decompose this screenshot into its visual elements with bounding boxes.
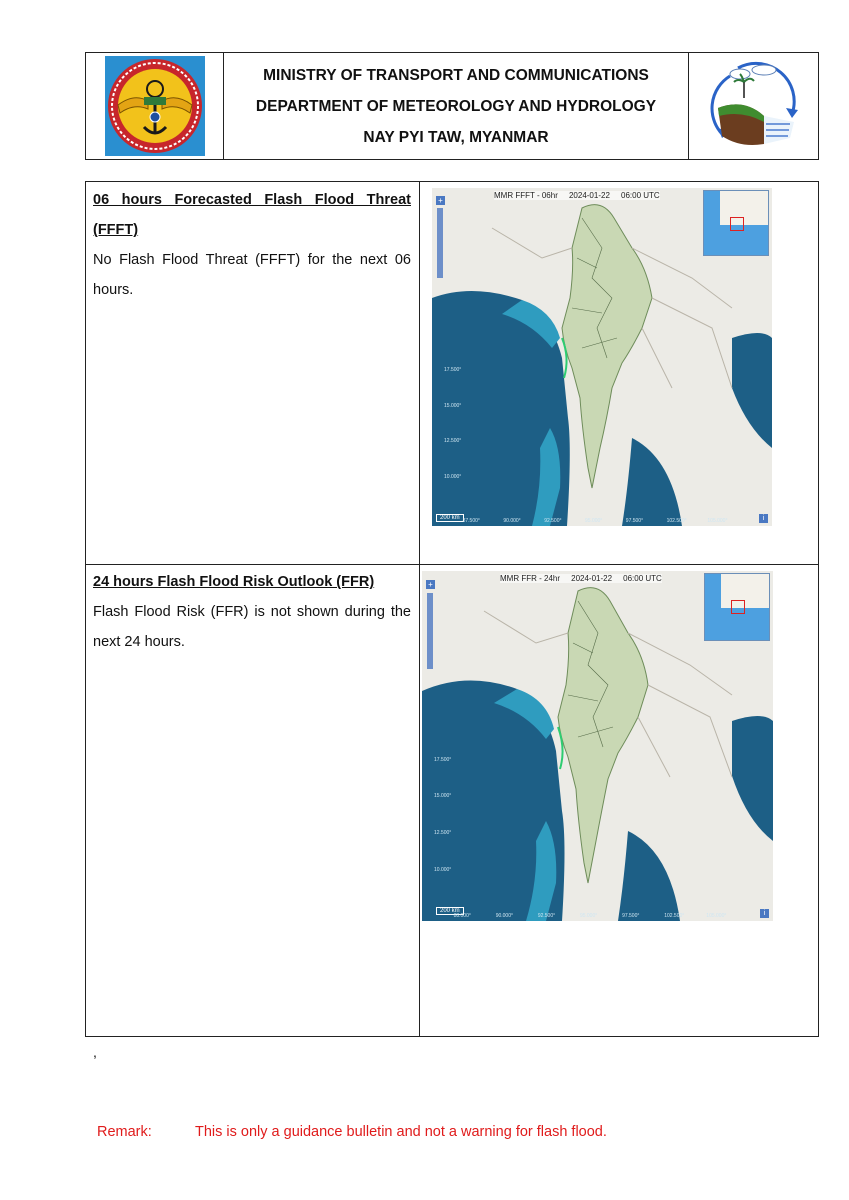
ffr-map	[422, 571, 773, 921]
bulletin-header	[85, 52, 819, 160]
ffft-row	[86, 182, 818, 565]
ffft-map-scale: 200 km	[436, 514, 464, 522]
ffft-map-lon-label: 90.000°	[503, 518, 521, 524]
forecast-table	[85, 181, 819, 1037]
ffft-inset-region	[730, 217, 744, 231]
ffr-map-lon-label: 92.500°	[537, 913, 556, 919]
ffft-title: 06 hours Forecasted Flash Flood Threat (FFFT)	[93, 192, 411, 238]
remark-line	[97, 1124, 607, 1140]
ffft-map-lat-label: 17.500°	[444, 367, 462, 374]
ffft-inset-land	[720, 191, 768, 225]
ffr-inset-map[interactable]	[704, 573, 770, 641]
ffft-zoom-slider[interactable]	[437, 208, 443, 278]
header-location: NAY PYI TAW, MYANMAR	[363, 128, 549, 146]
ffft-info-icon[interactable]: i	[759, 514, 768, 523]
ffft-description: No Flash Flood Threat (FFFT) for the next 06 hours.	[93, 252, 411, 298]
ffr-map-lat-label: 17.500°	[434, 756, 452, 763]
ministry-emblem-icon	[104, 55, 206, 157]
ffft-map-lon-label: 87.500°	[462, 518, 480, 524]
header-ministry: MINISTRY OF TRANSPORT AND COMMUNICATIONS	[263, 66, 649, 84]
ffr-description: Flash Flood Risk (FFR) is not shown during the next 24 hours.	[93, 604, 411, 650]
ffft-map-lat-label: 12.500°	[444, 438, 462, 445]
ffft-map-lon-label: 92.500°	[544, 518, 562, 524]
ministry-logo-cell	[86, 53, 224, 159]
ffr-map-lat-label: 15.000°	[434, 793, 452, 800]
remark-label: Remark:	[97, 1124, 152, 1140]
ffft-map-lon-label: 105.000°	[707, 518, 728, 524]
ffr-text-cell	[86, 564, 420, 1036]
header-title-block	[224, 53, 688, 159]
ffft-map-lat-label: 10.000°	[444, 473, 462, 480]
ffft-map-cell	[420, 182, 818, 564]
ffr-info-icon[interactable]: i	[760, 909, 769, 918]
ffr-inset-region	[731, 600, 745, 614]
ffr-inset-land	[721, 574, 769, 608]
ffr-map-scale: 200 km	[436, 907, 464, 915]
remark-text: This is only a guidance bulletin and not a warning for flash flood.	[195, 1124, 607, 1140]
ffr-zoom-slider[interactable]	[427, 593, 433, 669]
water-cycle-emblem-icon	[704, 58, 804, 154]
ffft-map-lon-label: 102.500°	[666, 518, 687, 524]
ffr-map-caption: MMR FFR - 24hr 2024-01-22 06:00 UTC	[500, 574, 662, 583]
footnote-mark: ,	[93, 1044, 97, 1060]
ffft-map-lat-label: 15.000°	[444, 402, 462, 409]
ffr-map-lon-label: 97.500°	[622, 913, 640, 919]
ffr-map-cell	[420, 564, 818, 1036]
ffft-map-lon-label: 95.000°	[585, 518, 603, 524]
dmh-logo-cell	[688, 53, 818, 159]
ffr-map-lon-label: 105.000°	[706, 913, 727, 919]
ffr-map-lat-label: 12.500°	[434, 830, 452, 836]
ffft-map-caption: MMR FFFT - 06hr 2024-01-22 06:00 UTC	[494, 191, 660, 200]
ffr-map-lon-label: 90.000°	[495, 913, 513, 919]
ffr-map-lon-label: 102.500°	[664, 913, 685, 919]
header-department: DEPARTMENT OF METEOROLOGY AND HYDROLOGY	[255, 97, 657, 115]
ffft-zoom-in-button[interactable]: +	[436, 196, 445, 205]
ffft-map	[432, 188, 772, 526]
ffr-title: 24 hours Flash Flood Risk Outlook (FFR)	[93, 574, 375, 590]
ffr-map-lon-label: 95.000°	[579, 913, 598, 919]
ffft-inset-map[interactable]	[703, 190, 769, 256]
ffft-text-cell	[86, 182, 420, 564]
ffft-map-lon-label: 97.500°	[625, 518, 644, 524]
ffr-row	[86, 564, 818, 1036]
ffr-zoom-in-button[interactable]: +	[426, 580, 435, 589]
ffr-map-lon-label: 88.000°	[453, 913, 471, 919]
ffr-map-lat-label: 10.000°	[434, 866, 452, 873]
